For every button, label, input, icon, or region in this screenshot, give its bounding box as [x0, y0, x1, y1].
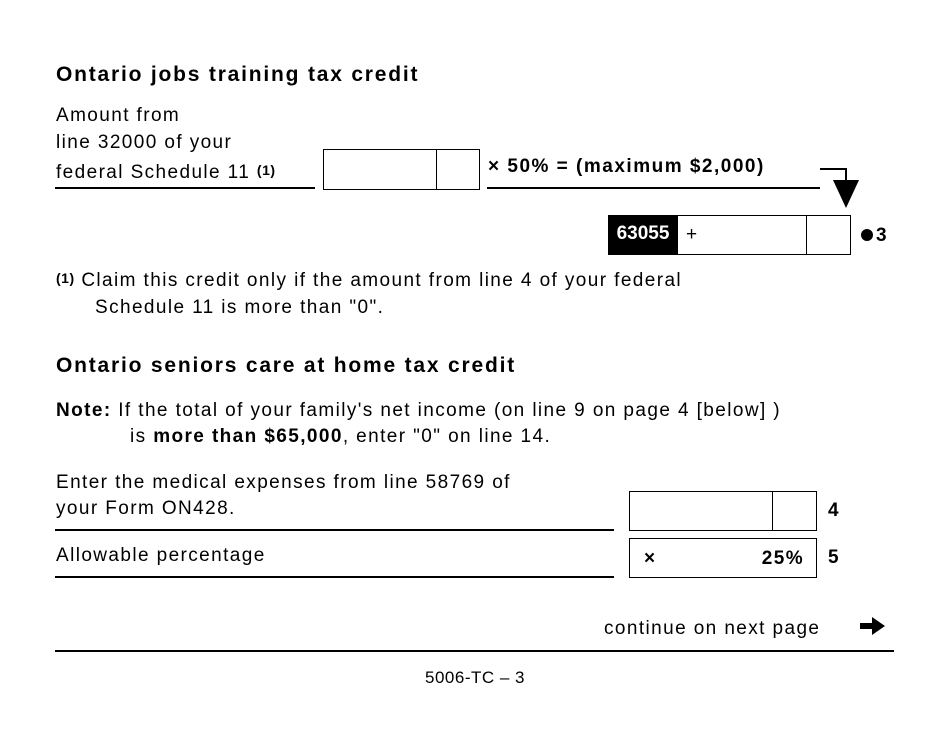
jobs-formula-underline	[487, 187, 820, 189]
medical-label-line2: your Form ON428.	[56, 498, 236, 519]
medical-label-line1: Enter the medical expenses from line 58769 of	[56, 472, 511, 493]
jobs-label-line2: line 32000 of your	[56, 132, 233, 153]
footnote-text-line1	[56, 270, 682, 292]
schedule11-amount-field[interactable]	[323, 149, 480, 190]
plus-sign: +	[686, 224, 699, 245]
result-cents-divider	[806, 216, 807, 254]
jobs-formula: × 50% = (maximum $2,000)	[488, 156, 765, 177]
medical-cents-divider	[772, 492, 773, 530]
note-line2	[130, 426, 551, 448]
allowable-percentage-value: 25%	[761, 548, 804, 569]
footnote-marker: (1)	[56, 270, 75, 286]
note-line1	[56, 400, 781, 422]
jobs-label-line1: Amount from	[56, 105, 181, 126]
jobs-label-line3	[56, 162, 276, 184]
footer-rule	[55, 650, 894, 652]
jobs-training-heading: Ontario jobs training tax credit	[56, 63, 420, 86]
jobs-label-underline	[55, 187, 315, 189]
form-page-id: 5006-TC – 3	[425, 668, 525, 687]
multiply-sign: ×	[644, 548, 657, 569]
medical-underline	[55, 529, 614, 531]
note-line2-post: , enter "0" on line 14.	[342, 426, 552, 447]
line-number-4: 4	[828, 500, 840, 521]
footnote-line1: Claim this credit only if the amount from line 4 of your federal	[81, 270, 683, 291]
medical-expenses-field[interactable]	[629, 491, 817, 531]
footnote-ref: (1)	[256, 162, 276, 178]
note-line1-text: If the total of your family's net income (on line 9 on page 4 [below] )	[118, 400, 782, 421]
jobs-label-line3-text: federal Schedule 11	[56, 162, 251, 183]
allowable-percentage-label: Allowable percentage	[56, 545, 266, 566]
line-code-63055: 63055	[608, 215, 678, 255]
footnote-line2: Schedule 11 is more than "0".	[95, 297, 385, 318]
line-number-3: 3	[876, 225, 888, 246]
allowable-percentage-box	[629, 538, 817, 578]
jobs-credit-result-field[interactable]	[677, 215, 851, 255]
note-line2-bold: more than $65,000	[153, 426, 343, 447]
down-arrow-icon	[816, 160, 862, 210]
note-line2-pre: is	[130, 426, 154, 447]
note-label: Note:	[56, 400, 112, 421]
schedule11-cents-divider	[436, 150, 437, 189]
allowable-underline	[55, 576, 614, 578]
right-arrow-icon	[858, 614, 888, 638]
line-number-5: 5	[828, 547, 840, 568]
continue-on-next-page: continue on next page	[604, 618, 821, 639]
seniors-care-heading: Ontario seniors care at home tax credit	[56, 354, 517, 377]
bullet-icon	[860, 228, 874, 242]
